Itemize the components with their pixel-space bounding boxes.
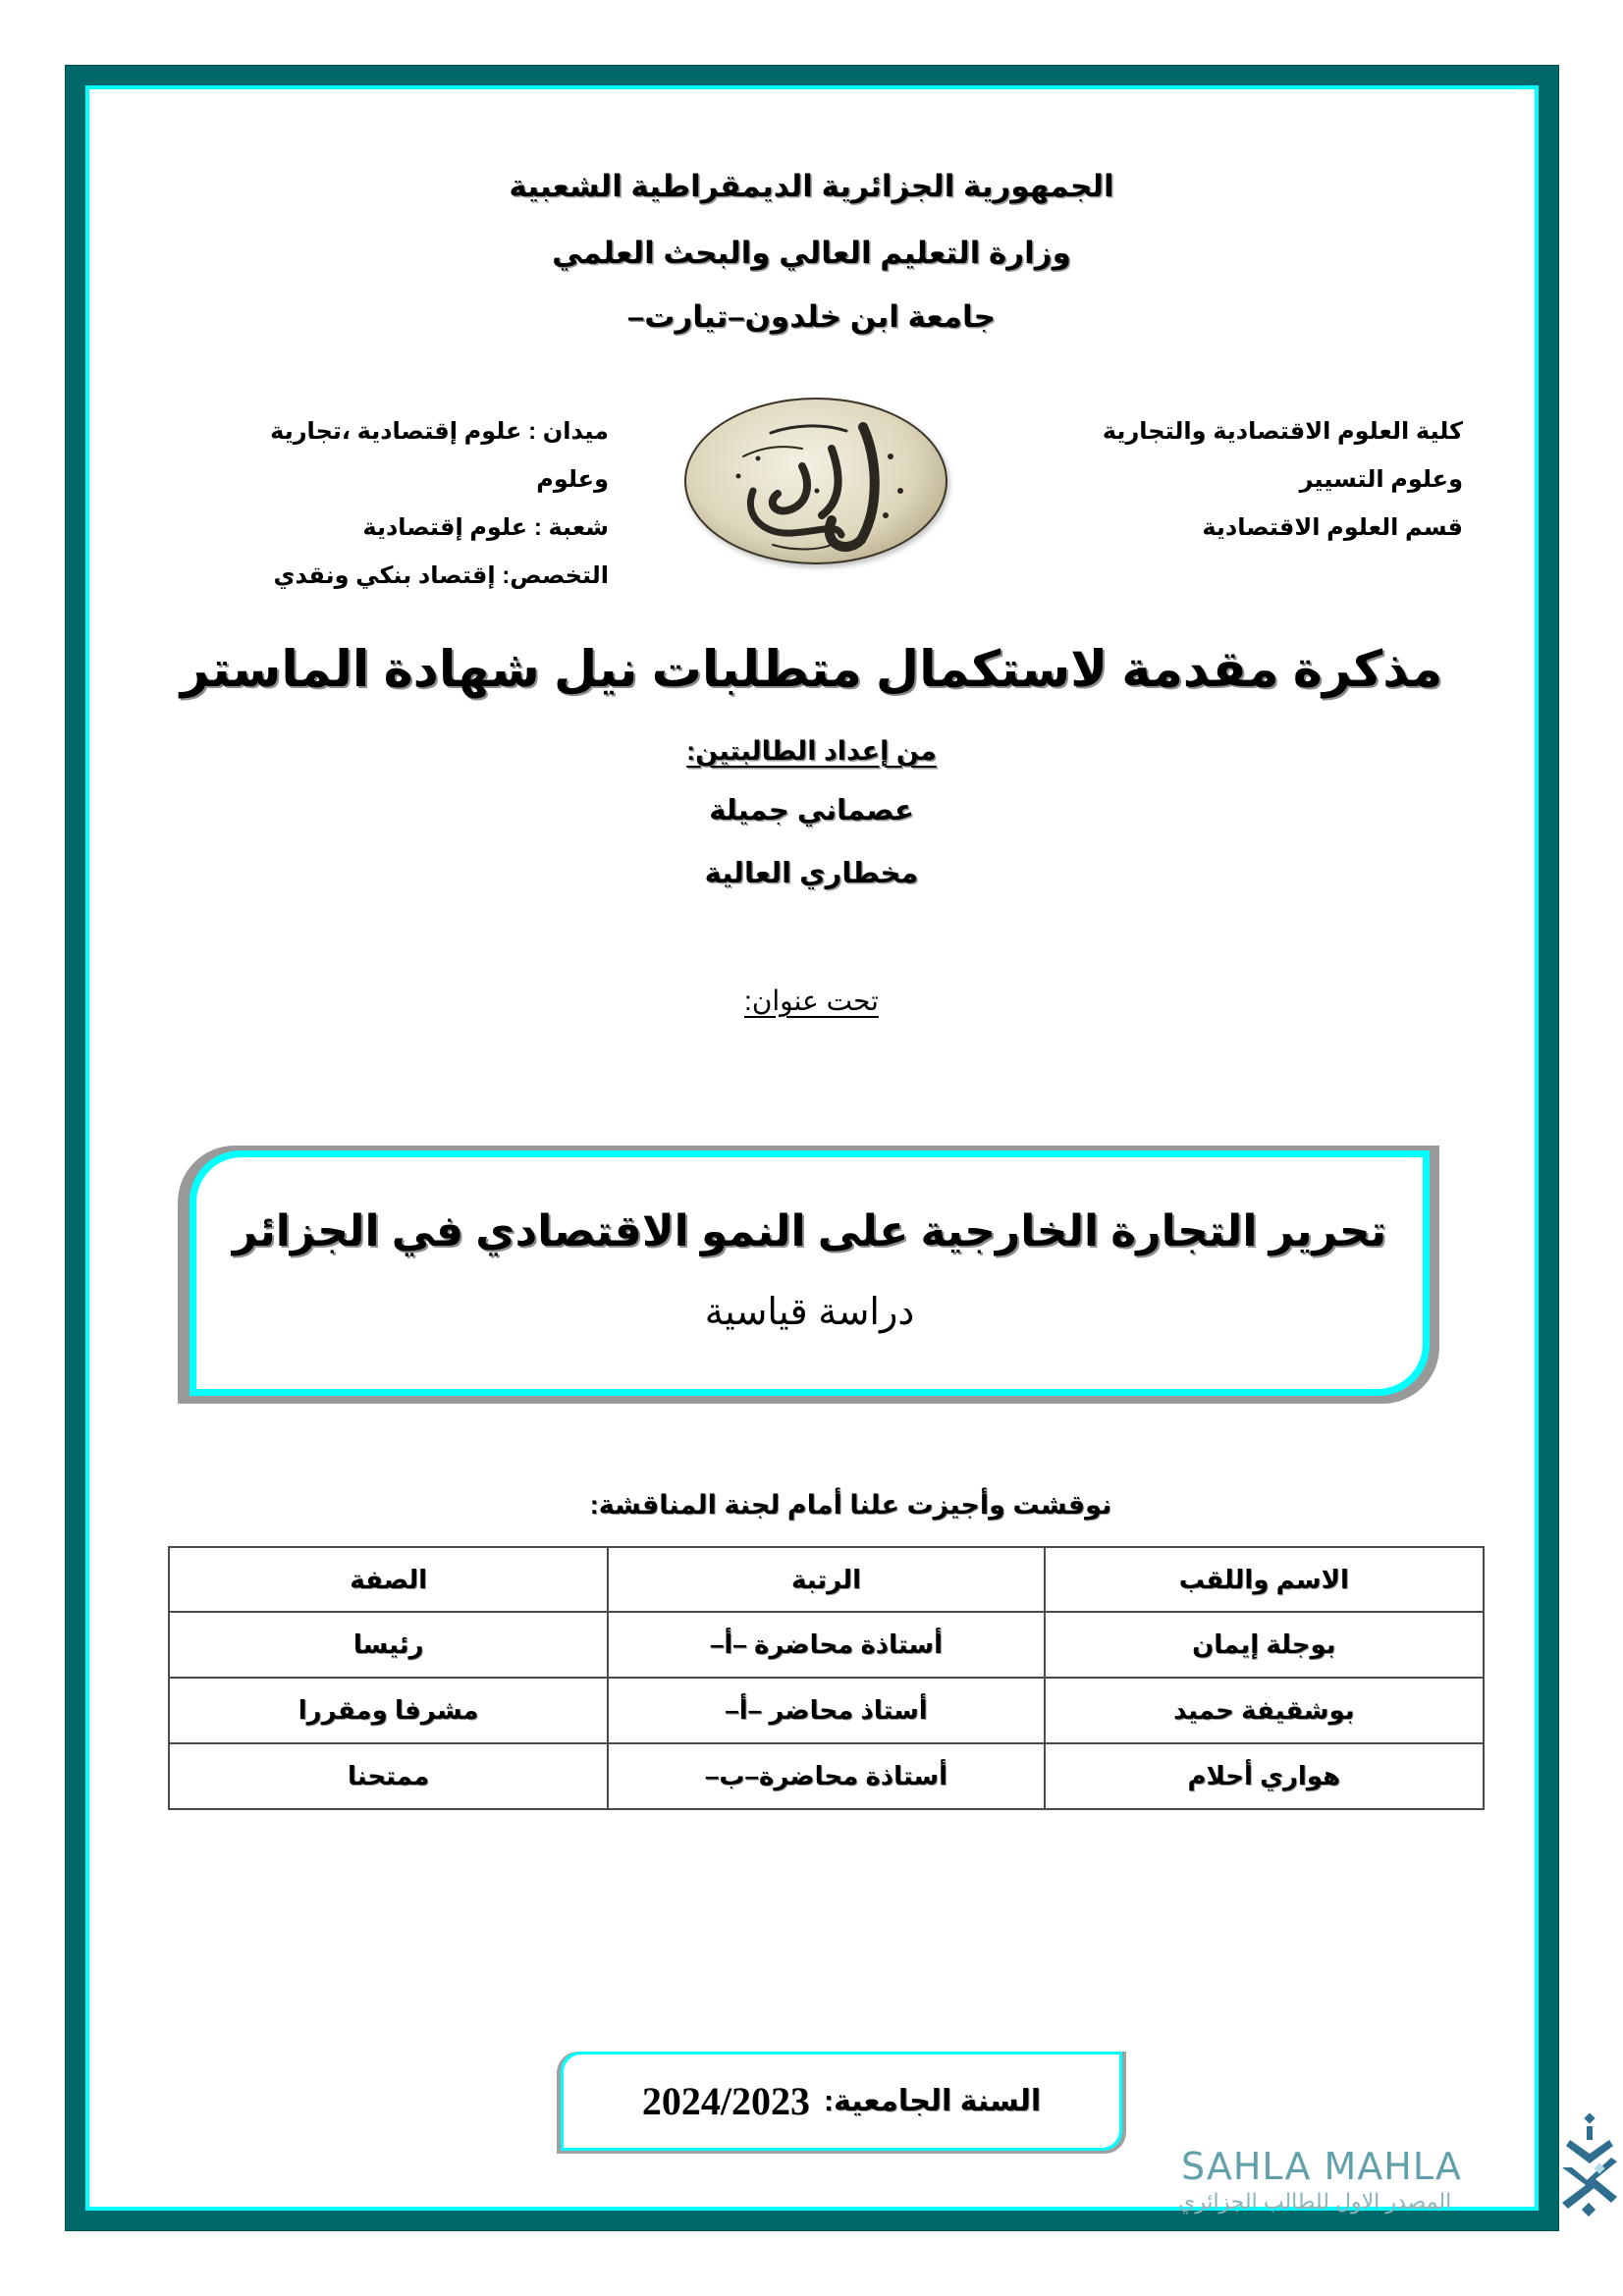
member-rank: أستاذة محاضرة –أ– bbox=[608, 1612, 1044, 1678]
university-name: جامعة ابن خلدون–تيارت– bbox=[627, 299, 996, 334]
academic-year-box bbox=[561, 2052, 1122, 2151]
member-rank: أستاذة محاضرة–ب– bbox=[608, 1743, 1044, 1809]
watermark-brand: SAHLA MAHLA bbox=[1181, 2145, 1462, 2188]
program-info bbox=[196, 407, 609, 600]
field-line: ميدان : علوم إقتصادية ،تجارية وعلوم bbox=[270, 418, 609, 493]
table-row bbox=[169, 1678, 1484, 1743]
member-role: رئيسا bbox=[169, 1612, 608, 1678]
thesis-purpose-heading: مذكرة مقدمة لاستكمال متطلبات نيل شهادة الماستر bbox=[180, 641, 1443, 697]
sahla-mahla-logo-icon bbox=[1556, 2110, 1623, 2218]
under-title-label: تحت عنوان: bbox=[744, 986, 879, 1016]
committee-label bbox=[0, 1490, 1623, 1521]
member-name: بوشقيفة حميد bbox=[1045, 1678, 1484, 1743]
faculty-line: وعلوم التسيير bbox=[1299, 466, 1463, 493]
member-rank: أستاذ محاضر –أ– bbox=[608, 1678, 1044, 1743]
thesis-title-box bbox=[189, 1150, 1430, 1396]
department-line: قسم العلوم الاقتصادية bbox=[1202, 514, 1463, 541]
university-logo-icon bbox=[684, 398, 947, 564]
committee-label-text: نوقشت وأجيزت علنا أمام لجنة المناقشة: bbox=[589, 1490, 1112, 1520]
table-row bbox=[169, 1743, 1484, 1809]
student-name: عصماني جميلة bbox=[709, 795, 914, 827]
ministry-name: وزارة التعليم العالي والبحث العلمي bbox=[552, 236, 1071, 270]
header-role: الصفة bbox=[169, 1547, 608, 1612]
academic-year-value: 2024/2023 bbox=[641, 2079, 810, 2123]
table-row bbox=[169, 1612, 1484, 1678]
header-rank: الرتبة bbox=[608, 1547, 1044, 1612]
member-name: بوجلة إيمان bbox=[1045, 1612, 1484, 1678]
member-name: هواري أحلام bbox=[1045, 1743, 1484, 1809]
member-role: مشرفا ومقررا bbox=[169, 1678, 608, 1743]
student-name: مخطاري العالية bbox=[704, 858, 919, 889]
thesis-title: تحرير التجارة الخارجية على النمو الاقتصادي في الجزائر bbox=[232, 1207, 1387, 1255]
member-role: ممتحنا bbox=[169, 1743, 608, 1809]
faculty-info bbox=[1031, 407, 1463, 552]
specialty-line: التخصص: إقتصاد بنكي ونقدي bbox=[273, 562, 609, 589]
table-header-row bbox=[169, 1547, 1484, 1612]
academic-year-inner bbox=[564, 2055, 1119, 2148]
committee-table bbox=[168, 1546, 1485, 1810]
faculty-line: كلية العلوم الاقتصادية والتجارية bbox=[1102, 418, 1463, 445]
watermark-tagline: المصدر الاول للطالب الجزائري bbox=[1178, 2189, 1452, 2214]
header-name: الاسم واللقب bbox=[1045, 1547, 1484, 1612]
prepared-by-label: من إعداد الطالبتين: bbox=[686, 736, 937, 766]
academic-year-label: السنة الجامعية: bbox=[823, 2085, 1042, 2117]
title-box-inner bbox=[196, 1157, 1423, 1389]
country-name: الجمهورية الجزائرية الديمقراطية الشعبية bbox=[509, 169, 1114, 203]
thesis-subtitle: دراسة قياسية bbox=[704, 1292, 915, 1333]
branch-line: شعبة : علوم إقتصادية bbox=[362, 514, 609, 541]
